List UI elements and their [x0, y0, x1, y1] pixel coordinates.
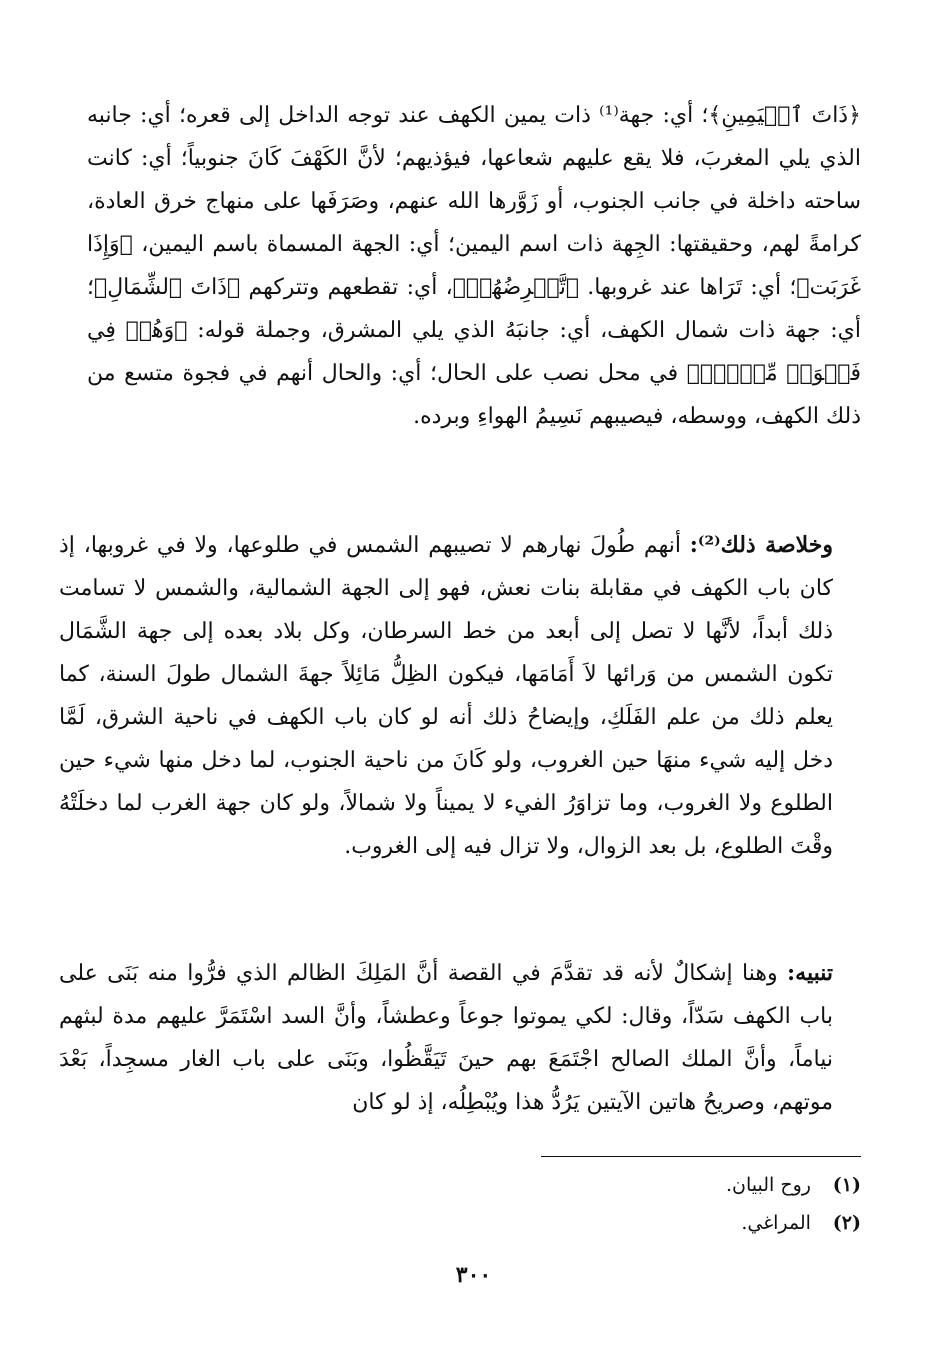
footnote-divider — [541, 1156, 861, 1157]
footnote-text: المراغي. — [741, 1212, 811, 1234]
footnote-number: (٢) — [832, 1212, 861, 1234]
paragraph-3-text: وهنا إشكالٌ لأنه قد تقدَّمَ في القصة أنَّ المَلِكَ الظالم الذي فرُّوا منه بَنَى على باب الكهف سَدّاً، وقال: لكي يموتوا جوعاً وعطشاً، وأنَّ السد اسْتَمَرَّ عليهم مدة لبثهم نياماً، وأنَّ الملك الصالح اجْتَمَعَ بهم حينَ تَيَقَّظُوا، وبَنَى على باب الغار مسجِداً، بَعْدَ موتهم، وصريحُ هاتين الآيتين يَرُدُّ هذا ويُبْطِلُه، إذ لو كان — [59, 961, 833, 1115]
footnote-1 — [87, 1166, 861, 1204]
paragraph-2 — [59, 524, 861, 868]
paragraph-3 — [59, 952, 861, 1124]
paragraph-1-text: ﴿ذَاتَ ٱلۡيَمِينِ﴾؛ أي: جهة⁽¹⁾ ذات يمين الكهف عند توجه الداخل إلى قعره؛ أي: جانبه الذي يلي المغربَ، فلا يقع عليهم شعاعها، فيؤذيهم؛ لأنَّ الكَهْفَ كَانَ جنوبياً؛ أي: كانت ساحته داخلة في جانب الجنوب، أو زَوَّرها الله عنهم، وصَرَفَها على منهاج خرق العادة، كرامةً لهم، وحقيقتها: الجِهة ذات اسم اليمين؛ أي: الجهة المسماة باسم اليمين، ﴿وَإِذَا غَرَبَت﴾؛ أي: تَرَاها عند غروبها. ﴿تَّقۡرِضُهُمۡ﴾، أي: تقطعهم وتتركهم ﴿ذَاتَ ٱلشِّمَالِ﴾؛ أي: جهة ذات شمال الكهف، أي: جانبَهُ الذي يلي المشرق، وجملة قوله: ﴿وَهُمۡ فِي فَجۡوَةٖ مِّنۡهُۚ﴾ في محل نصب على الحال؛ أي: والحال أنهم في فجوة متسع من ذلك الكهف، ووسطه، فيصيبهم نَسِيمُ الهواءِ وبرده. — [87, 103, 861, 429]
footnotes — [87, 1166, 861, 1242]
footnote-text: روح البيان. — [725, 1174, 811, 1196]
paragraph-1 — [87, 94, 861, 438]
footnote-2 — [87, 1204, 861, 1242]
paragraph-2-text: أنهم طُولَ نهارهم لا تصيبهم الشمس في طلوعها، ولا في غروبها، إذ كان باب الكهف في مقابلة بنات نعش، فهو إلى الجهة الشمالية، والشمس لا تسامت ذلك أبداً، لأنَّها لا تصل إلى أبعد من خط السرطان، وكل بلاد بعده إلى جهة الشَّمَال تكون الشمس من وَرائها لاَ أَمَامَها، فيكون الظِلُّ مَائِلاً جهةَ الشمال طولَ السنة، كما يعلم ذلك من علم الفَلَكِ، وإيضاحُ ذلك أنه لو كان باب الكهف في ناحية الشرق، لَمَّا دخل إليه شيء منهَا حين الغروب، ولو كَانَ من ناحية الجنوب، لما دخل منها شيء حين الطلوع ولا الغروب، وما تزاوَرُ الفيء لا يميناً ولا شمالاً، ولو كان جهة الغرب لما دخلَتْهُ وقْتَ الطلوع، بل بعد الزوال، ولا تزال فيه إلى الغروب. — [59, 533, 833, 859]
footnote-number: (١) — [832, 1174, 861, 1196]
page-number: ٣٠٠ — [455, 1262, 492, 1288]
paragraph-3-lead: تنبيه: — [787, 960, 833, 986]
paragraph-2-lead: وخلاصة ذلك⁽²⁾: — [689, 532, 833, 558]
